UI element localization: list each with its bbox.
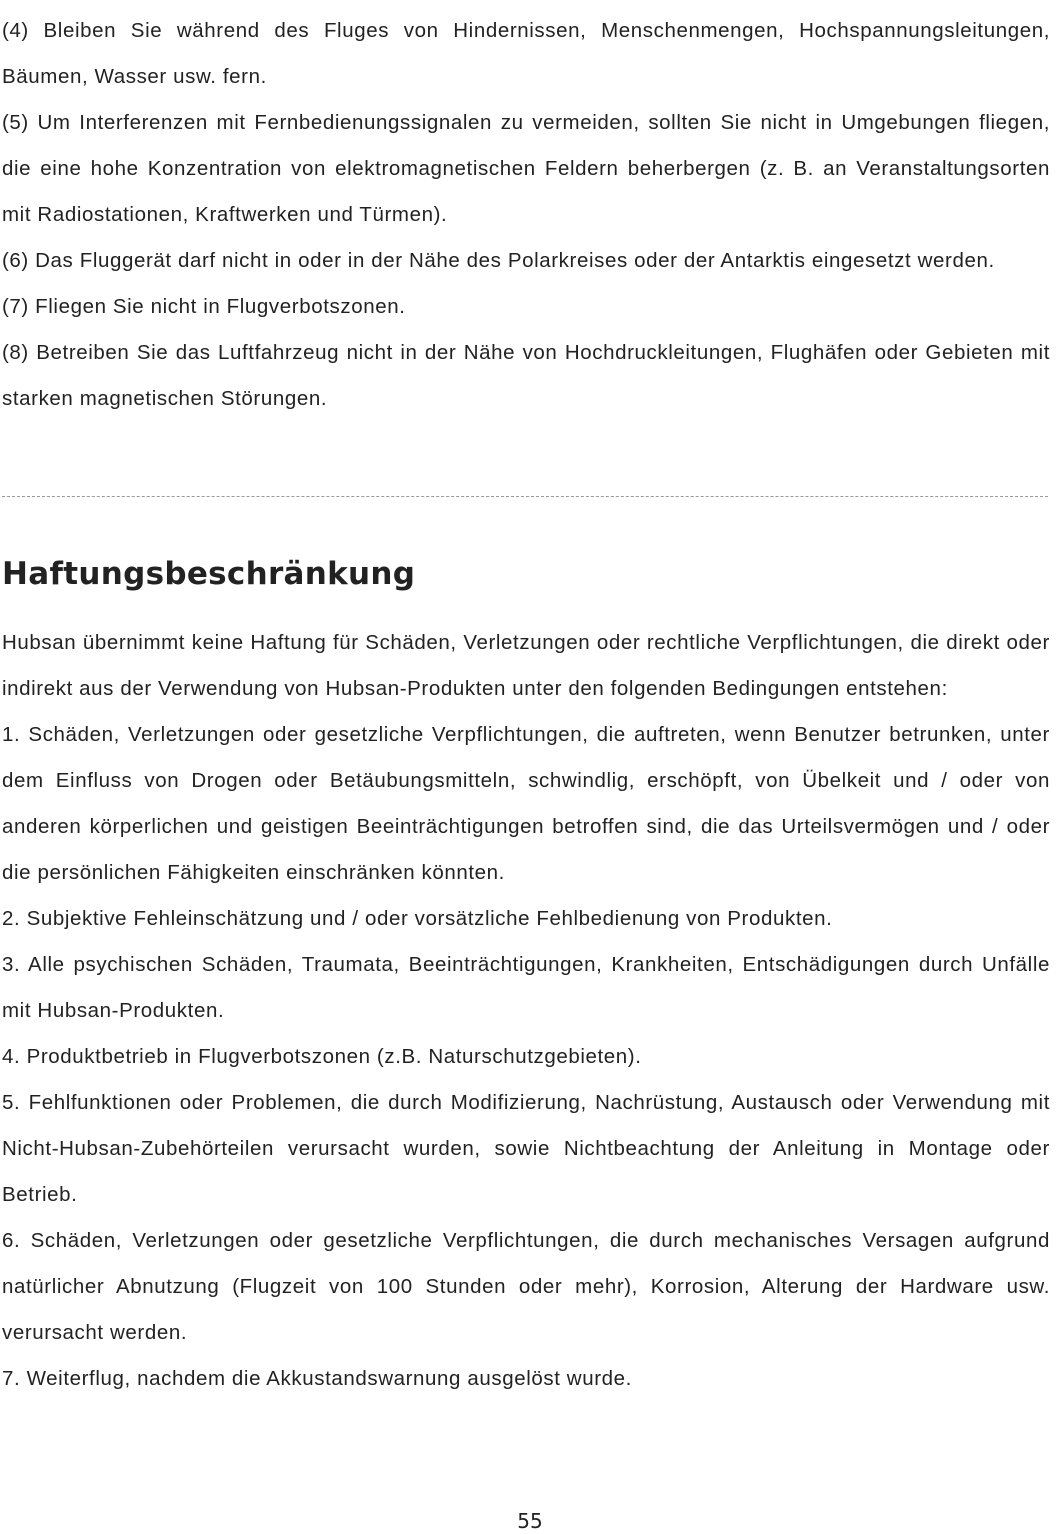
liability-item-4: 4. Produktbetrieb in Flugverbotszonen (z.B. Naturschutzgebieten).	[2, 1045, 642, 1068]
liability-item-1: 1. Schäden, Verletzungen oder gesetzliche Verpflichtungen, die auftreten, wenn Benutzer betrunken, unter dem Einfluss von Drogen oder Betäubungsmitteln, schwindlig, erschöpft, von Übelkeit und / oder von anderen körperlichen und geistigen Beeinträchtigungen betroffen sind, die das Urteilsvermögen und / oder die persönlichen Fähigkeiten einschränken könnten.	[2, 723, 1050, 884]
liability-item-7: 7. Weiterflug, nachdem die Akkustandswarnung ausgelöst wurde.	[2, 1367, 632, 1390]
liability-item-2: 2. Subjektive Fehleinschätzung und / oder vorsätzliche Fehlbedienung von Produkten.	[2, 907, 833, 930]
safety-item-4: (4) Bleiben Sie während des Fluges von Hindernissen, Menschenmengen, Hochspannungsleitungen, Bäumen, Wasser usw. fern.	[2, 19, 1050, 88]
safety-item-7: (7) Fliegen Sie nicht in Flugverbotszonen.	[2, 295, 406, 318]
safety-item-8: (8) Betreiben Sie das Luftfahrzeug nicht in der Nähe von Hochdruckleitungen, Flughäfen oder Gebieten mit starken magnetischen Störungen.	[2, 341, 1050, 410]
section-title: Haftungsbeschränkung	[2, 556, 416, 592]
liability-item-6: 6. Schäden, Verletzungen oder gesetzliche Verpflichtungen, die durch mechanisches Versagen aufgrund natürlicher Abnutzung (Flugzeit von 100 Stunden oder mehr), Korrosion, Alterung der Hardware usw. verursacht werden.	[2, 1229, 1050, 1344]
liability-item-3: 3. Alle psychischen Schäden, Traumata, Beeinträchtigungen, Krankheiten, Entschädigungen durch Unfälle mit Hubsan-Produkten.	[2, 953, 1050, 1022]
safety-item-5: (5) Um Interferenzen mit Fernbedienungssignalen zu vermeiden, sollten Sie nicht in Umgebungen fliegen, die eine hohe Konzentration von elektromagnetischen Feldern beherbergen (z. B. an Veranstaltungsorten mit Radiostationen, Kraftwerken und Türmen).	[2, 111, 1050, 226]
liability-item-5: 5. Fehlfunktionen oder Problemen, die durch Modifizierung, Nachrüstung, Austausch oder Verwendung mit Nicht-Hubsan-Zubehörteilen verursacht wurden, sowie Nichtbeachtung der Anleitung in Montage oder Betrieb.	[2, 1091, 1050, 1206]
liability-intro: Hubsan übernimmt keine Haftung für Schäden, Verletzungen oder rechtliche Verpflichtungen, die direkt oder indirekt aus der Verwendung von Hubsan-Produkten unter den folgenden Bedingungen entstehen:	[2, 631, 1050, 700]
section-divider	[2, 496, 1048, 497]
safety-item-6: (6) Das Fluggerät darf nicht in oder in der Nähe des Polarkreises oder der Antarktis eingesetzt werden.	[2, 249, 995, 272]
safety-list	[2, 8, 1050, 422]
liability-content	[2, 620, 1050, 1402]
page-number: 55	[517, 1509, 543, 1533]
